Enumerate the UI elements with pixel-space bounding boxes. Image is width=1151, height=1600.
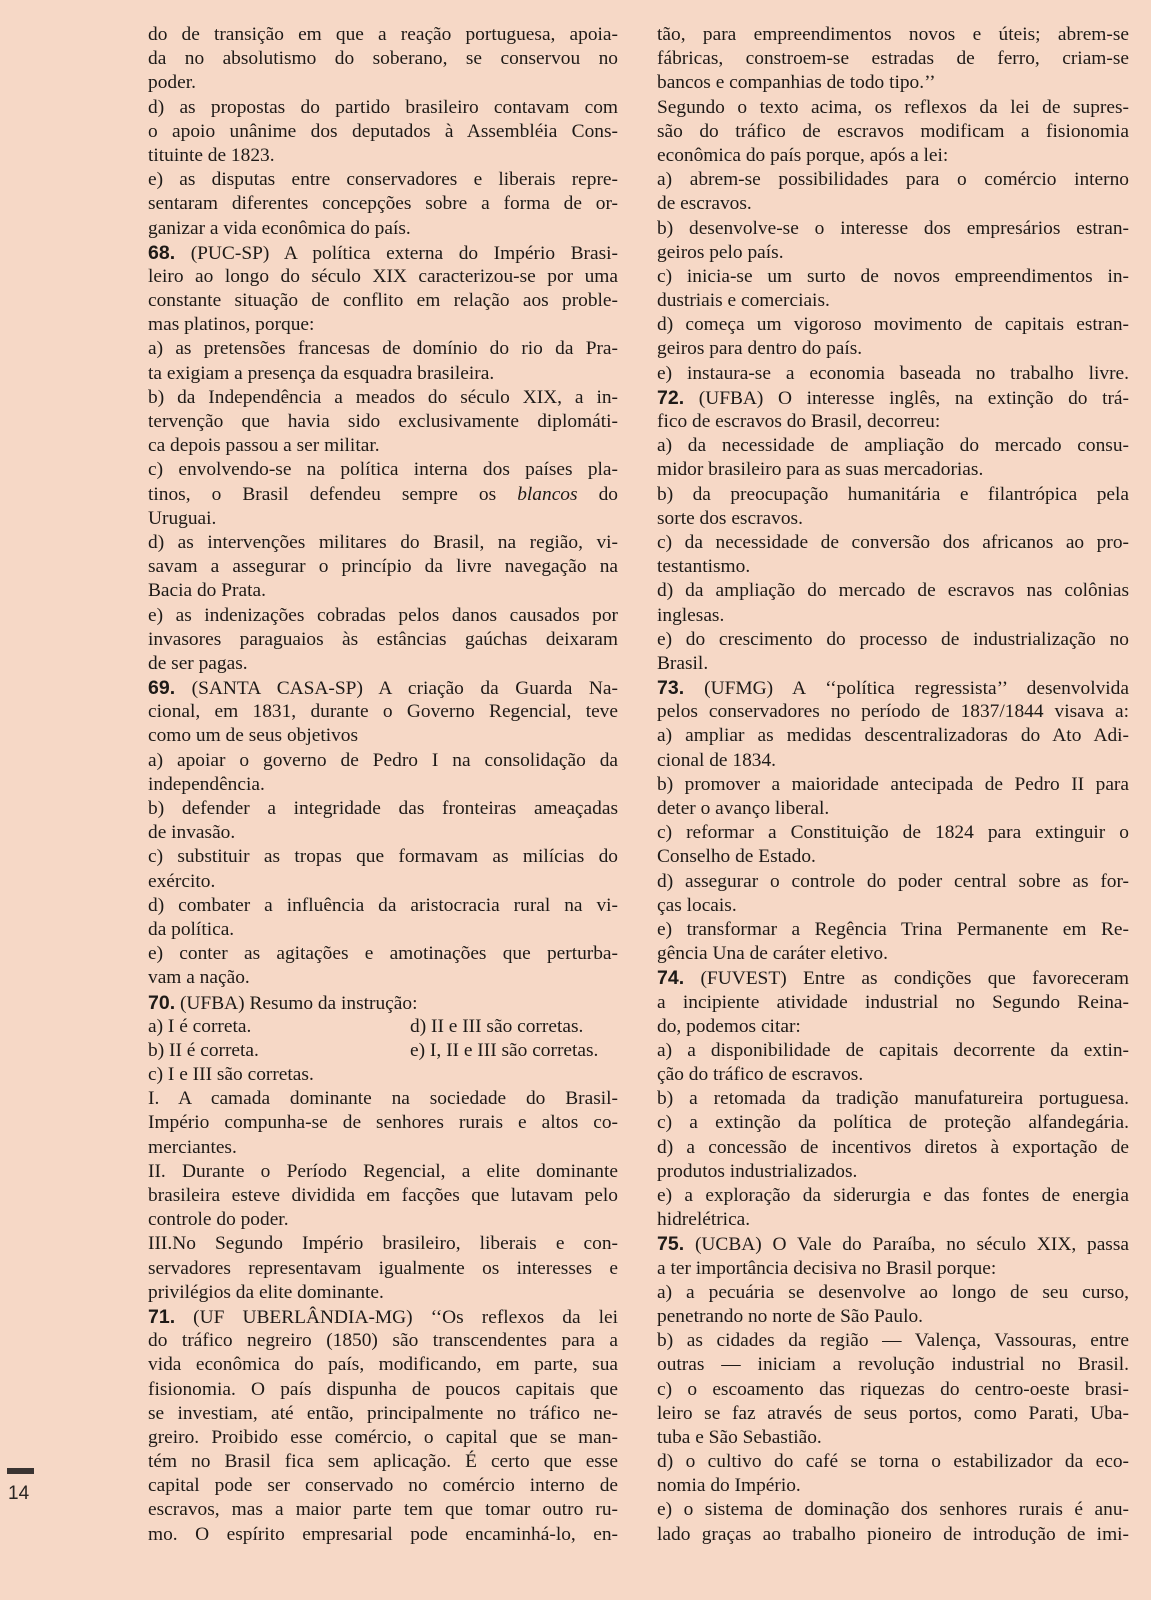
text-line: greiro. Proibido esse comércio, o capital que se man-: [148, 1426, 618, 1448]
text-line: da política.: [148, 918, 235, 940]
text-line: de escravos.: [657, 193, 752, 215]
text-line: sorte dos escravos.: [657, 507, 803, 529]
text-line: e) transformar a Regência Trina Permanente em Re-: [657, 918, 1129, 940]
text-line: bancos e companhias de todo tipo.’’: [657, 72, 936, 94]
text-line: independência.: [148, 773, 265, 795]
text-line: c) I e III são corretas.: [148, 1064, 314, 1086]
text-line: b) a retomada da tradição manufatureira portuguesa.: [657, 1088, 1129, 1110]
answer-key-row: [148, 1039, 618, 1063]
text-line: fisionomia. O país dispunha de poucos capitais que: [148, 1378, 618, 1400]
text-line: se investiam, até então, principalmente no tráfico ne-: [148, 1402, 618, 1424]
text-line: Segundo o texto acima, os reflexos da lei de supres-: [657, 96, 1129, 118]
text-line: sentaram diferentes concepções sobre a forma de or-: [148, 193, 618, 215]
question-74-header: [657, 966, 1129, 990]
text-line: Brasil.: [657, 652, 709, 674]
text-line: cional de 1834.: [657, 749, 777, 771]
text-line: III.No Segundo Império brasileiro, liberais e con-: [148, 1233, 618, 1255]
text-line: geiros para dentro do país.: [657, 338, 863, 360]
text-line: e) as disputas entre conservadores e liberais repre-: [148, 169, 618, 191]
text-line: tão, para empreendimentos novos e úteis; abrem-se: [657, 24, 1129, 45]
text-line: e) do crescimento do processo de industrialização no: [657, 628, 1129, 650]
text-line: do tráfico negreiro (1850) são transcendentes para a: [148, 1330, 618, 1352]
question-source: (UCBA) O Vale do Paraíba, no século XIX, passa: [694, 1234, 1129, 1256]
text-line: I. A camada dominante na sociedade do Brasil-: [148, 1088, 618, 1110]
text-line: b) da Independência a meados do século XIX, a in-: [148, 386, 618, 408]
text-line: tituinte de 1823.: [148, 144, 275, 166]
text-line: c) o escoamento das riquezas do centro-oeste brasi-: [657, 1378, 1129, 1400]
text-line: b) as cidades da região — Valença, Vassouras, entre: [657, 1330, 1129, 1352]
question-number: 73.: [657, 677, 685, 700]
question-69-header: [148, 676, 618, 700]
text-line: ta exigiam a presença da esquadra brasileira.: [148, 362, 495, 384]
text-line: tuba e São Sebastião.: [657, 1426, 822, 1448]
text-line: brasileira esteve dividida em facções que lutavam pelo: [148, 1185, 618, 1206]
text-line: são do tráfico de escravos modificam a fisionomia: [657, 120, 1129, 142]
text-line: exército.: [148, 870, 216, 892]
text-line: Bacia do Prata.: [148, 580, 266, 602]
text-line: II. Durante o Período Regencial, a elite dominante: [148, 1160, 618, 1182]
answer-key-row: [148, 1015, 618, 1039]
text-line: e) conter as agitações e amotinações que perturba-: [148, 943, 618, 965]
text-line: c) a extinção da política de proteção alfandegária.: [657, 1112, 1129, 1134]
text-line: outras — iniciam a revolução industrial no Brasil.: [657, 1354, 1129, 1376]
question-source: (SANTA CASA-SP) A criação da Guarda Na-: [191, 678, 618, 700]
text-line: a) as pretensões francesas de domínio do rio da Pra-: [148, 338, 618, 360]
text-line: d) assegurar o controle do poder central sobre as for-: [657, 870, 1129, 892]
text-line: d) começa um vigoroso movimento de capitais estran-: [657, 314, 1129, 336]
text-line: escravos, mas a maior parte tem que tomar outro ru-: [148, 1499, 618, 1521]
text-line: servadores representavam igualmente os interesses e: [148, 1257, 618, 1279]
question-number: 70.: [148, 991, 176, 1014]
text-line: Império compunha-se de senhores rurais e altos co-: [148, 1112, 618, 1134]
text-line: d) as intervenções militares do Brasil, na região, vi-: [148, 531, 618, 553]
text-line: b) da preocupação humanitária e filantrópica pela: [657, 483, 1129, 505]
left-column: [148, 23, 618, 1547]
text-line: a ter importância decisiva no Brasil porque:: [657, 1257, 997, 1279]
text-line: c) inicia-se um surto de novos empreendimentos in-: [657, 265, 1129, 287]
text-line: controle do poder.: [148, 1209, 289, 1231]
text-line: ção do tráfico de escravos.: [657, 1064, 864, 1086]
text-line: merciantes.: [148, 1136, 237, 1158]
text-line: e) o sistema de dominação dos senhores rurais é anu-: [657, 1499, 1129, 1521]
text-line: ças locais.: [657, 894, 737, 916]
right-column: [657, 23, 1129, 1547]
text-line: a) a pecuária se desenvolve ao longo de seu curso,: [657, 1281, 1129, 1303]
question-source: (UFMG) A ‘‘política regressista’’ desenvolvida: [704, 678, 1129, 700]
text-line: Uruguai.: [148, 507, 217, 529]
italic-term: blancos: [517, 483, 578, 505]
answer-option: b) II é correta.: [148, 1039, 259, 1061]
text-line: d) o cultivo do café se torna o estabilizador da eco-: [657, 1451, 1129, 1473]
text-line: leiro se faz através de seus portos, como Parati, Uba-: [657, 1402, 1129, 1424]
text-line: lado graças ao trabalho pioneiro de introdução de imi-: [657, 1523, 1129, 1545]
question-number: 75.: [657, 1233, 685, 1256]
question-68-header: [148, 241, 618, 265]
text-line: de ser pagas.: [148, 652, 248, 674]
text-line: Conselho de Estado.: [657, 846, 816, 868]
text-line: geiros pelo país.: [657, 241, 784, 263]
text-line: e) a exploração da siderurgia e das fontes de energia: [657, 1185, 1129, 1206]
question-number: 69.: [148, 677, 176, 700]
text-line: gência Una de caráter eletivo.: [657, 943, 888, 965]
text-line: como um de seus objetivos: [148, 725, 359, 747]
text-line: d) combater a influência da aristocracia rural na vi-: [148, 894, 618, 916]
text-line: ca depois passou a ser militar.: [148, 435, 380, 457]
question-71-header: [148, 1305, 618, 1329]
text-line: d) as propostas do partido brasileiro contavam com: [148, 96, 618, 118]
text-line: a) ampliar as medidas descentralizadoras do Ato Adi-: [657, 725, 1129, 747]
text-line: [148, 483, 618, 507]
text-line: c) reformar a Constituição de 1824 para extinguir o: [657, 822, 1129, 844]
text-line: ganizar a vida econômica do país.: [148, 217, 411, 239]
text-line: cional, em 1831, durante o Governo Regencial, teve: [148, 701, 618, 723]
question-70-header: [148, 991, 618, 1015]
text-line: deter o avanço liberal.: [657, 798, 830, 819]
text-line: tém no Brasil fica sem aplicação. É certo que esse: [148, 1451, 618, 1473]
text-line: a incipiente atividade industrial no Segundo Reina-: [657, 991, 1129, 1013]
answer-option: a) I é correta.: [148, 1015, 252, 1037]
text-line: leiro ao longo do século XIX caracterizou-se por uma: [148, 265, 618, 287]
text-line: a) a disponibilidade de capitais decorrente da extin-: [657, 1039, 1129, 1061]
question-source: (PUC-SP) A política externa do Império Brasi-: [190, 242, 618, 264]
question-72-header: [657, 386, 1129, 410]
text-line: poder.: [148, 72, 196, 94]
text-line: penetrando no norte de São Paulo.: [657, 1305, 924, 1327]
text-line: capital pode ser conservado no comércio interno de: [148, 1475, 618, 1497]
text-line: econômica do país porque, após a lei:: [657, 144, 949, 166]
answer-option: d) II e III são corretas.: [410, 1015, 584, 1037]
text-line: de invasão.: [148, 822, 236, 844]
text-line: tervenção que havia sido exclusivamente diplomáti-: [148, 411, 618, 432]
text-line: a) apoiar o governo de Pedro I na consolidação da: [148, 749, 618, 771]
text-line: privilégios da elite dominante.: [148, 1281, 384, 1303]
page-number: 14: [8, 1483, 30, 1504]
text-line: c) da necessidade de conversão dos africanos ao pro-: [657, 531, 1129, 553]
text-line: da no absolutismo do soberano, se conservou no: [148, 48, 618, 70]
text-line: b) promover a maioridade antecipada de Pedro II para: [657, 773, 1129, 795]
text-line: do, podemos citar:: [657, 1015, 801, 1037]
text-line: o apoio unânime dos deputados à Assembléia Cons-: [148, 120, 618, 142]
text-run: tinos, o Brasil defendeu sempre os: [148, 483, 518, 505]
text-line: d) a concessão de incentivos diretos à exportação de: [657, 1136, 1129, 1158]
question-number: 74.: [657, 967, 685, 990]
text-line: inglesas.: [657, 604, 725, 626]
text-line: vam a nação.: [148, 967, 250, 989]
text-line: dustriais e comerciais.: [657, 290, 830, 312]
question-source: (UFBA) O interesse inglês, na extinção do trá-: [698, 387, 1129, 409]
question-number: 68.: [148, 241, 176, 264]
text-line: d) da ampliação do mercado de escravos nas colônias: [657, 580, 1129, 602]
question-73-header: [657, 676, 1129, 700]
text-line: mas platinos, porque:: [148, 314, 315, 336]
text-run: do: [577, 483, 618, 505]
text-line: mo. O espírito empresarial pode encaminhá-lo, en-: [148, 1523, 618, 1545]
question-number: 72.: [657, 386, 685, 409]
text-line: a) da necessidade de ampliação do mercado consu-: [657, 435, 1129, 457]
text-line: invasores paraguaios às estâncias gaúchas deixaram: [148, 628, 618, 650]
text-line: vida econômica do país, modificando, em parte, sua: [148, 1354, 618, 1376]
text-line: hidrelétrica.: [657, 1209, 751, 1231]
text-line: savam a assegurar o princípio da livre navegação na: [148, 556, 618, 578]
question-75-header: [657, 1232, 1129, 1256]
text-line: c) substituir as tropas que formavam as milícias do: [148, 846, 618, 868]
text-line: midor brasileiro para as suas mercadorias.: [657, 459, 984, 481]
text-line: e) instaura-se a economia baseada no trabalho livre.: [657, 362, 1129, 384]
text-line: constante situação de conflito em relação aos proble-: [148, 290, 618, 312]
text-line: b) defender a integridade das fronteiras ameaçadas: [148, 798, 618, 819]
text-line: c) envolvendo-se na política interna dos países pla-: [148, 459, 618, 481]
question-source: (UFBA) Resumo da instrução:: [179, 992, 418, 1014]
text-line: pelos conservadores no período de 1837/1844 visava a:: [657, 701, 1129, 723]
text-line: fábricas, constroem-se estradas de ferro, criam-se: [657, 48, 1129, 70]
question-source: (FUVEST) Entre as condições que favoreceram: [700, 968, 1129, 990]
text-line: fico de escravos do Brasil, decorreu:: [657, 411, 941, 432]
text-line: e) as indenizações cobradas pelos danos causados por: [148, 604, 618, 626]
text-line: nomia do Império.: [657, 1475, 801, 1497]
text-line: b) desenvolve-se o interesse dos empresários estran-: [657, 217, 1129, 239]
question-number: 71.: [148, 1305, 176, 1328]
answer-option: e) I, II e III são corretas.: [410, 1039, 599, 1061]
question-source: (UF UBERLÂNDIA-MG) ‘‘Os reflexos da lei: [193, 1306, 618, 1328]
text-line: produtos industrializados.: [657, 1160, 858, 1182]
text-line: do de transição em que a reação portuguesa, apoia-: [148, 24, 618, 45]
text-line: testantismo.: [657, 556, 751, 578]
text-line: a) abrem-se possibilidades para o comércio interno: [657, 169, 1129, 191]
page-marker-bar: [7, 1468, 34, 1474]
